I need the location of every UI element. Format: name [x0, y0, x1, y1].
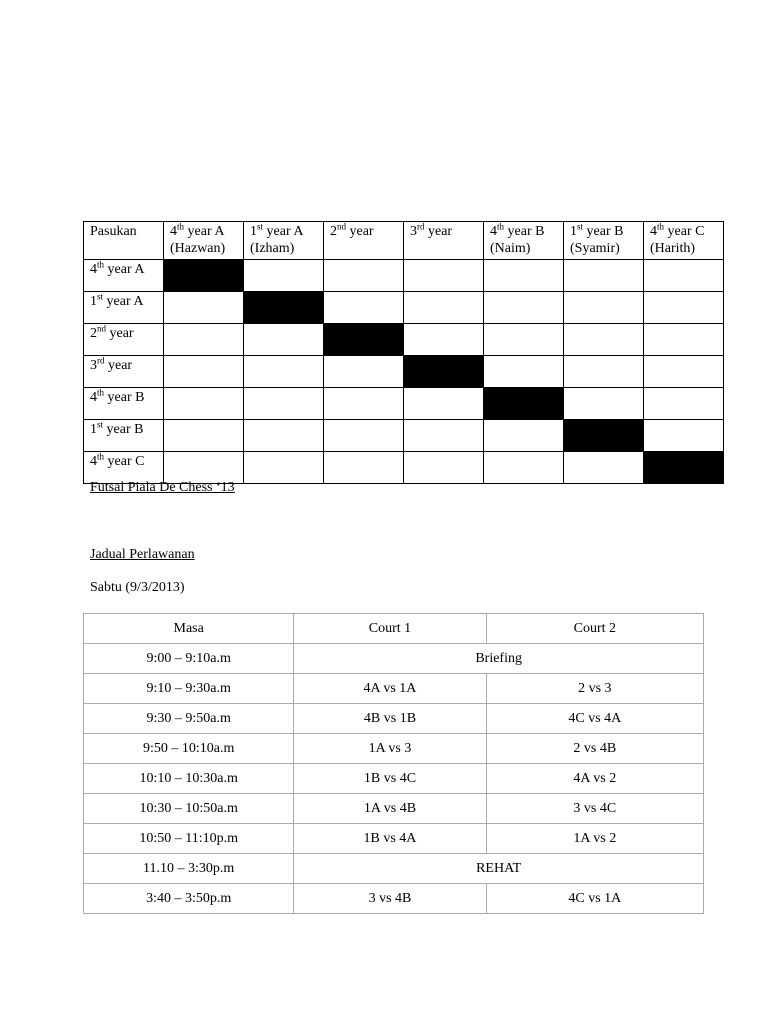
label-text: year C: [664, 224, 705, 239]
matrix-cell: [484, 356, 564, 388]
matrix-cell: [404, 260, 484, 292]
ordinal-suffix: st: [97, 291, 104, 302]
court2-cell: 1A vs 2: [486, 824, 703, 854]
ordinal-suffix: th: [657, 221, 665, 232]
matrix-row: [84, 292, 724, 324]
schedule-row: [84, 884, 704, 914]
ordinal-suffix: nd: [337, 221, 346, 232]
schedule-table: [83, 613, 704, 914]
label-text: year: [106, 326, 134, 341]
label-number: 2: [90, 326, 97, 341]
label-number: 4: [490, 224, 497, 239]
label-text: year C: [104, 454, 145, 469]
matrix-cell: [564, 292, 644, 324]
court1-cell: 1A vs 3: [294, 734, 486, 764]
blocked-cell: [324, 324, 404, 356]
label-text: year B: [103, 422, 144, 437]
schedule-header: Court 1: [294, 614, 486, 644]
blocked-cell: [404, 356, 484, 388]
matrix-cell: [164, 324, 244, 356]
matrix-cell: [484, 324, 564, 356]
time-cell: 9:10 – 9:30a.m: [84, 674, 294, 704]
matrix-cell: [564, 324, 644, 356]
row-team: [84, 356, 164, 388]
matrix-cell: [244, 356, 324, 388]
row-team: [84, 388, 164, 420]
header-team: [404, 222, 484, 260]
time-cell: 10:30 – 10:50a.m: [84, 794, 294, 824]
matrix-cell: [644, 420, 724, 452]
label-number: 1: [90, 422, 97, 437]
time-cell: 9:30 – 9:50a.m: [84, 704, 294, 734]
row-team: [84, 260, 164, 292]
schedule-row: [84, 644, 704, 674]
ordinal-suffix: th: [97, 259, 105, 270]
label-number: 4: [90, 454, 97, 469]
matrix-cell: [564, 260, 644, 292]
label-text: year A: [104, 262, 145, 277]
schedule-title: Jadual Perlawanan: [90, 547, 195, 562]
header-pasukan: [84, 222, 164, 260]
matrix-cell: [484, 452, 564, 484]
matrix-row: [84, 324, 724, 356]
matrix-row: [84, 388, 724, 420]
label-number: 4: [170, 224, 177, 239]
label-text: year B: [583, 224, 624, 239]
matrix-cell: [244, 420, 324, 452]
team-captain: (Syamir): [570, 241, 620, 256]
court2-cell: 2 vs 3: [486, 674, 703, 704]
matrix-cell: [164, 388, 244, 420]
blocked-cell: [484, 388, 564, 420]
court2-cell: 4A vs 2: [486, 764, 703, 794]
label-text: year A: [184, 224, 225, 239]
matrix-cell: [244, 260, 324, 292]
label-number: 1: [250, 224, 257, 239]
label-text: year: [424, 224, 453, 239]
blocked-cell: [244, 292, 324, 324]
blocked-cell: [564, 420, 644, 452]
matrix-row: [84, 260, 724, 292]
label-text: year A: [263, 224, 304, 239]
matrix-cell: [164, 356, 244, 388]
label-number: Pasukan: [90, 224, 137, 239]
court2-cell: 4C vs 1A: [486, 884, 703, 914]
matrix-cell: [404, 324, 484, 356]
team-matrix-table: [83, 221, 724, 484]
court1-cell: 4A vs 1A: [294, 674, 486, 704]
matrix-cell: [564, 388, 644, 420]
blocked-cell: [644, 452, 724, 484]
matrix-cell: [644, 388, 724, 420]
matrix-cell: [564, 452, 644, 484]
court2-cell: 4C vs 4A: [486, 704, 703, 734]
schedule-header: Court 2: [486, 614, 703, 644]
ordinal-suffix: th: [177, 221, 185, 232]
ordinal-suffix: st: [577, 221, 584, 232]
matrix-cell: [324, 292, 404, 324]
label-number: 3: [90, 358, 97, 373]
matrix-cell: [404, 292, 484, 324]
label-number: 4: [90, 390, 97, 405]
matrix-cell: [484, 420, 564, 452]
time-cell: 3:40 – 3:50p.m: [84, 884, 294, 914]
matrix-cell: [324, 260, 404, 292]
matrix-cell: [324, 356, 404, 388]
time-cell: 10:50 – 11:10p.m: [84, 824, 294, 854]
merged-cell: Briefing: [294, 644, 704, 674]
matrix-cell: [404, 452, 484, 484]
label-text: year A: [103, 294, 144, 309]
ordinal-suffix: st: [97, 419, 104, 430]
label-number: 3: [410, 224, 417, 239]
header-team: [484, 222, 564, 260]
matrix-cell: [324, 388, 404, 420]
court1-cell: 3 vs 4B: [294, 884, 486, 914]
matrix-cell: [564, 356, 644, 388]
matrix-cell: [484, 292, 564, 324]
matrix-cell: [164, 420, 244, 452]
schedule-row: [84, 824, 704, 854]
schedule-header-row: [84, 614, 704, 644]
row-team: [84, 452, 164, 484]
row-team: [84, 324, 164, 356]
matrix-row: [84, 420, 724, 452]
team-captain: (Harith): [650, 241, 696, 256]
matrix-row: [84, 452, 724, 484]
schedule-row: [84, 704, 704, 734]
schedule-day: Sabtu (9/3/2013): [90, 580, 185, 595]
label-number: 2: [330, 224, 337, 239]
matrix-row: [84, 356, 724, 388]
merged-cell: REHAT: [294, 854, 704, 884]
matrix-cell: [324, 452, 404, 484]
court2-cell: 3 vs 4C: [486, 794, 703, 824]
label-number: 1: [90, 294, 97, 309]
header-team: [564, 222, 644, 260]
time-cell: 9:00 – 9:10a.m: [84, 644, 294, 674]
schedule-header: Masa: [84, 614, 294, 644]
label-number: 1: [570, 224, 577, 239]
matrix-cell: [644, 260, 724, 292]
schedule-row: [84, 674, 704, 704]
header-team: [164, 222, 244, 260]
time-cell: 11.10 – 3:30p.m: [84, 854, 294, 884]
table-caption: Futsal Piala De Chess ‘13: [90, 480, 235, 495]
label-text: year: [346, 224, 374, 239]
team-captain: (Hazwan): [170, 241, 226, 256]
team-captain: (Naim): [490, 241, 531, 256]
schedule-row: [84, 734, 704, 764]
matrix-cell: [164, 452, 244, 484]
team-captain: (Izham): [250, 241, 295, 256]
matrix-header-row: [84, 222, 724, 260]
ordinal-suffix: st: [257, 221, 264, 232]
matrix-cell: [644, 324, 724, 356]
schedule-row: [84, 764, 704, 794]
ordinal-suffix: th: [97, 387, 105, 398]
schedule-row: [84, 794, 704, 824]
ordinal-suffix: rd: [417, 221, 425, 232]
court1-cell: 1B vs 4A: [294, 824, 486, 854]
header-team: [644, 222, 724, 260]
label-text: year B: [104, 390, 145, 405]
row-team: [84, 292, 164, 324]
time-cell: 10:10 – 10:30a.m: [84, 764, 294, 794]
matrix-cell: [644, 292, 724, 324]
header-team: [244, 222, 324, 260]
ordinal-suffix: rd: [97, 355, 105, 366]
row-team: [84, 420, 164, 452]
matrix-cell: [244, 388, 324, 420]
matrix-cell: [164, 292, 244, 324]
court2-cell: 2 vs 4B: [486, 734, 703, 764]
matrix-cell: [244, 324, 324, 356]
label-text: year B: [504, 224, 545, 239]
time-cell: 9:50 – 10:10a.m: [84, 734, 294, 764]
matrix-cell: [404, 388, 484, 420]
ordinal-suffix: th: [497, 221, 505, 232]
header-team: [324, 222, 404, 260]
ordinal-suffix: nd: [97, 323, 106, 334]
court1-cell: 4B vs 1B: [294, 704, 486, 734]
matrix-cell: [484, 260, 564, 292]
court1-cell: 1A vs 4B: [294, 794, 486, 824]
label-text: year: [104, 358, 133, 373]
ordinal-suffix: th: [97, 451, 105, 462]
schedule-row: [84, 854, 704, 884]
matrix-cell: [644, 356, 724, 388]
label-number: 4: [90, 262, 97, 277]
label-number: 4: [650, 224, 657, 239]
matrix-cell: [324, 420, 404, 452]
court1-cell: 1B vs 4C: [294, 764, 486, 794]
matrix-cell: [244, 452, 324, 484]
matrix-cell: [404, 420, 484, 452]
blocked-cell: [164, 260, 244, 292]
